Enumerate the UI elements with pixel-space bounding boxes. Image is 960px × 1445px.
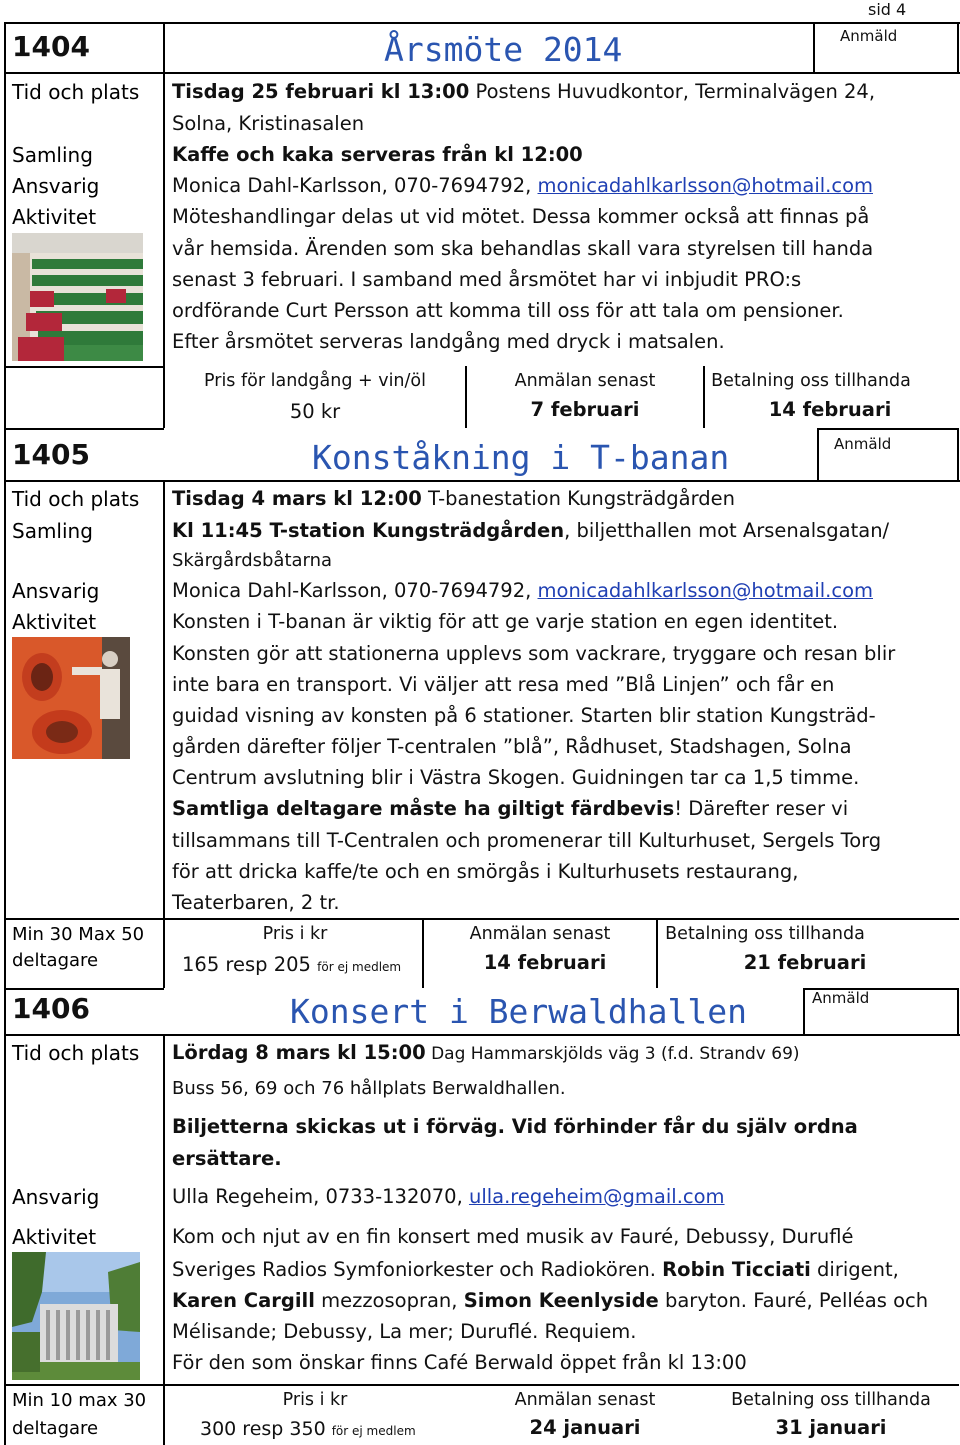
concert-hall-photo (12, 1252, 140, 1380)
subway-art-photo (12, 637, 130, 759)
aktivitet-line: Efter årsmötet serveras landgång med dryck i matsalen. (172, 330, 725, 353)
aktivitet-line: Möteshandlingar delas ut vid mötet. Dessa kommer också att finnas på (172, 205, 870, 228)
aktivitet-line: Konsten gör att stationerna upplevs som vackrare, tryggare och resan blir (172, 642, 896, 665)
label-samling: Samling (12, 143, 93, 167)
aktivitet-line: inte bara en transport. Vi väljer att resa med ”Blå Linjen” och får en (172, 673, 835, 696)
price-label: Pris i kr (282, 1390, 348, 1410)
label-aktivitet: Aktivitet (12, 205, 97, 229)
aktivitet-line: Samtliga deltagare måste ha giltigt färdbevis! Därefter reser vi (172, 797, 849, 820)
event-ansvarig: Monica Dahl-Karlsson, 070-7694792, monicadahlkarlsson@hotmail.com (172, 174, 873, 197)
payment-value: 21 februari (743, 951, 867, 974)
event-ansvarig: Ulla Regeheim, 0733-132070, ulla.regeheim@gmail.com (172, 1185, 725, 1208)
payment-value: 31 januari (775, 1416, 887, 1439)
aktivitet-line: ordförande Curt Persson att komma till oss för att tala om pensioner. (172, 299, 844, 322)
payment-value: 14 februari (768, 398, 892, 421)
event-number: 1405 (12, 438, 90, 471)
tickets-line: ersättare. (172, 1147, 282, 1170)
aktivitet-line: För den som önskar finns Café Berwald öppet från kl 13:00 (172, 1351, 747, 1374)
label-ansvarig: Ansvarig (12, 174, 100, 198)
deadline-value: 7 februari (530, 398, 640, 421)
aktivitet-line: vår hemsida. Ärenden som ska behandlas skall vara styrelsen till handa (172, 237, 874, 260)
price-value: 165 resp 205 för ej medlem (182, 953, 402, 976)
event-number: 1404 (12, 30, 90, 63)
deadline-value: 14 februari (483, 951, 607, 974)
event-when: Lördag 8 mars kl 15:00 Dag Hammarskjölds väg 3 (f.d. Strandv 69) (172, 1041, 800, 1064)
aktivitet-line: Centrum avslutning blir i Västra Skogen. Guidningen tar ca 1,5 timme. (172, 766, 860, 789)
anmald-checkbox[interactable]: Anmäld (840, 27, 898, 45)
capacity-1: Min 30 Max 50 (12, 924, 145, 945)
aktivitet-line: för att dricka kaffe/te och en smörgås i Kulturhusets restaurang, (172, 860, 799, 883)
payment-label: Betalning oss tillhanda (731, 1390, 931, 1410)
aktivitet-line: guidad visning av konsten på 6 stationer. Starten blir station Kungsträd- (172, 704, 876, 727)
email-link[interactable]: ulla.regeheim@gmail.com (468, 1185, 725, 1208)
event-when: Tisdag 4 mars kl 12:00 T-banestation Kungsträdgården (172, 487, 735, 510)
event-title: Konsert i Berwaldhallen (290, 992, 747, 1031)
email-link[interactable]: monicadahlkarlsson@hotmail.com (537, 174, 873, 197)
auditorium-photo (12, 233, 143, 361)
aktivitet-line: Sveriges Radios Symfoniorkester och Radiokören. Robin Ticciati dirigent, (172, 1258, 899, 1281)
label-samling: Samling (12, 519, 93, 543)
price-value: 50 kr (289, 400, 341, 423)
event-title: Årsmöte 2014 (384, 30, 623, 69)
capacity-2: deltagare (12, 1418, 99, 1439)
event-samling: Kl 11:45 T-station Kungsträdgården, biljetthallen mot Arsenalsgatan/ (172, 519, 890, 542)
capacity-2: deltagare (12, 950, 99, 971)
event-title: Konståkning i T-banan (312, 438, 730, 477)
payment-label: Betalning oss tillhanda (711, 371, 911, 391)
aktivitet-line: Kom och njut av en fin konsert med musik av Fauré, Debussy, Duruflé (172, 1225, 854, 1248)
anmald-checkbox[interactable]: Anmäld (812, 989, 870, 1007)
price-label: Pris för landgång + vin/öl (204, 371, 426, 391)
event-ansvarig: Monica Dahl-Karlsson, 070-7694792, monicadahlkarlsson@hotmail.com (172, 579, 873, 602)
aktivitet-line: gården därefter följer T-centralen ”blå”, Rådhuset, Stadshagen, Solna (172, 735, 852, 758)
aktivitet-line: Mélisande; Debussy, La mer; Duruflé. Requiem. (172, 1320, 637, 1343)
label-tid: Tid och plats (12, 80, 140, 104)
event-samling: Kaffe och kaka serveras från kl 12:00 (172, 143, 583, 166)
event-number: 1406 (12, 992, 90, 1025)
anmald-checkbox[interactable]: Anmäld (834, 435, 892, 453)
deadline-label: Anmälan senast (514, 371, 656, 391)
price-label: Pris i kr (262, 924, 328, 944)
payment-label: Betalning oss tillhanda (665, 924, 865, 944)
deadline-value: 24 januari (529, 1416, 641, 1439)
aktivitet-line: Karen Cargill mezzosopran, Simon Keenlyside baryton. Fauré, Pelléas och (172, 1289, 929, 1312)
email-link[interactable]: monicadahlkarlsson@hotmail.com (537, 579, 873, 602)
label-ansvarig: Ansvarig (12, 1185, 100, 1209)
aktivitet-line: Konsten i T-banan är viktig för att ge varje station en egen identitet. (172, 610, 839, 633)
deadline-label: Anmälan senast (469, 924, 611, 944)
deadline-label: Anmälan senast (514, 1390, 656, 1410)
aktivitet-line: Teaterbaren, 2 tr. (172, 891, 340, 914)
label-aktivitet: Aktivitet (12, 610, 97, 634)
label-aktivitet: Aktivitet (12, 1225, 97, 1249)
event-samling-2: Skärgårdsbåtarna (172, 550, 333, 571)
event-when: Tisdag 25 februari kl 13:00 Postens Huvudkontor, Terminalvägen 24, (172, 80, 876, 103)
event-where: Solna, Kristinasalen (172, 112, 365, 135)
aktivitet-line: senast 3 februari. I samband med årsmötet har vi inbjudit PRO:s (172, 268, 802, 291)
aktivitet-line: tillsammans till T-Centralen och promenerar till Kulturhuset, Sergels Torg (172, 829, 882, 852)
price-value: 300 resp 350 för ej medlem (200, 1418, 416, 1440)
label-ansvarig: Ansvarig (12, 579, 100, 603)
event-buss: Buss 56, 69 och 76 hållplats Berwaldhallen. (172, 1078, 566, 1099)
tickets-line: Biljetterna skickas ut i förväg. Vid förhinder får du själv ordna (172, 1115, 858, 1138)
label-tid: Tid och plats (12, 487, 140, 511)
page-number: sid 4 (868, 0, 907, 19)
capacity-1: Min 10 max 30 (12, 1390, 147, 1411)
label-tid: Tid och plats (12, 1041, 140, 1065)
